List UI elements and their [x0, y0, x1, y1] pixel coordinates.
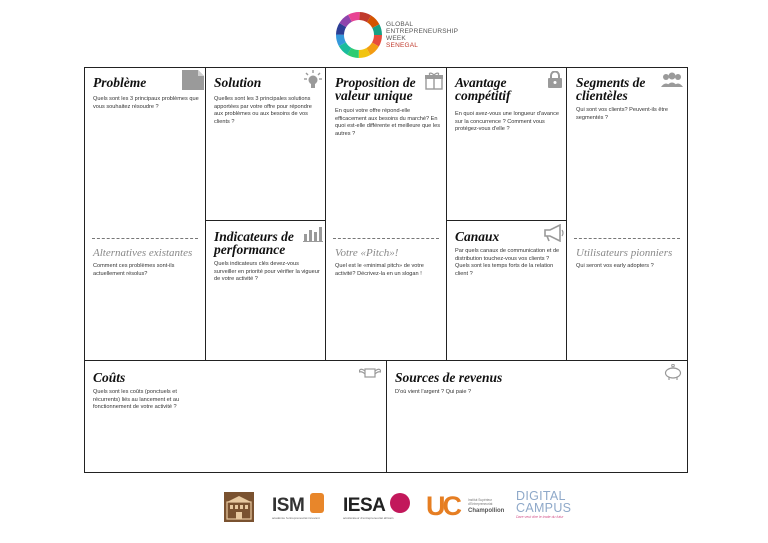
building-icon	[224, 492, 254, 522]
uc-logo-caption-line: d'Entrepreneuriat	[468, 502, 493, 506]
pitch-title: Votre «Pitch»!	[335, 247, 399, 259]
revenus-desc: D'où vient l'argent ? Qui paie ?	[395, 389, 472, 395]
canaux-desc: Par quels canaux de communication et de distribution touchez-vous vos clients ? Quels sont les temps forts de la relation client ?	[455, 248, 560, 277]
solution-title: Solution	[214, 75, 262, 90]
avantage-title-line: Avantage	[455, 75, 507, 90]
piggy-bank-icon	[663, 364, 683, 380]
money-wings-icon	[359, 366, 381, 380]
gew-logo-country: SENEGAL	[386, 42, 419, 49]
uc-logo-caption-line: Institut Supérieur	[468, 498, 493, 502]
lightbulb-icon	[304, 70, 322, 90]
avantage-title	[455, 76, 510, 102]
divider	[386, 360, 387, 473]
digital-campus-tagline: Dare veut dire le trade du futur	[516, 515, 564, 519]
divider	[446, 67, 447, 360]
ism-logo-subtitle: académie l'entrepreneuriat innovant	[272, 516, 320, 520]
ism-logo-mark	[310, 493, 324, 513]
pitch-desc: Quel est le «minimal pitch» de votre activité? Décrivez-la en un slogan !	[335, 263, 424, 277]
ism-logo	[272, 491, 328, 523]
probleme-title: Problème	[93, 75, 147, 90]
divider	[325, 67, 326, 360]
uc-logo-name: Champollion	[468, 508, 505, 514]
indicateurs-title-line: Indicateurs de	[214, 229, 294, 244]
divider	[205, 220, 326, 221]
gew-logo-line: ENTREPRENEURSHIP	[386, 28, 459, 35]
digital-campus-logo	[516, 490, 582, 524]
segments-desc: Qui sont vos clients? Peuvent-ils être segmentés ?	[576, 107, 669, 121]
gew-color-ring-icon	[334, 10, 384, 60]
uc-champollion-logo	[426, 490, 506, 524]
iesa-logo-mark	[390, 493, 410, 513]
dashed-separator	[333, 238, 439, 239]
couts-title: Coûts	[93, 370, 126, 385]
gift-icon	[425, 72, 443, 90]
proposition-title-line: valeur unique	[335, 88, 413, 103]
proposition-title	[335, 76, 416, 102]
uc-logo-caption	[468, 498, 492, 506]
indicateurs-title-line: performance	[214, 242, 286, 257]
school-building-logo	[224, 492, 254, 522]
canaux-title: Canaux	[455, 229, 500, 244]
indicateurs-desc: Quels indicateurs clés devez-vous surveiller en priorité pour vérifier la vigueur de votre activité ?	[214, 261, 320, 283]
megaphone-icon	[544, 224, 564, 242]
iesa-logo	[343, 491, 413, 523]
ism-logo-text: ISM	[272, 495, 305, 516]
digital-campus-line: CAMPUS	[516, 501, 572, 515]
segments-title-line: clientèles	[576, 88, 628, 103]
early-adopters-desc: Qui seront vos early adopters ?	[576, 263, 654, 269]
uc-logo-text: UC	[426, 491, 459, 521]
gew-logo-line: WEEK	[386, 35, 406, 42]
segments-title	[576, 76, 645, 102]
couts-desc: Quels sont les coûts (ponctuels et récurrents) liés au lancement et au fonctionnement de votre activité ?	[93, 389, 180, 411]
dashed-separator	[92, 238, 198, 239]
users-icon	[661, 72, 683, 88]
probleme-desc: Quels sont les 3 principaux problèmes que vous souhaitez résoudre ?	[93, 96, 199, 110]
alternatives-desc: Comment ces problèmes sont-ils actuellement résolus?	[93, 263, 175, 277]
gew-logo	[334, 10, 459, 62]
proposition-title-line: Proposition de	[335, 75, 416, 90]
dashed-separator	[574, 238, 680, 239]
avantage-desc: En quoi avez-vous une longueur d'avance sur la concurrence ? Comment vous protégez-vous d'elle ?	[455, 111, 560, 133]
digital-campus-line: DIGITAL	[516, 489, 566, 503]
divider	[446, 220, 567, 221]
document-icon	[182, 70, 204, 90]
gew-logo-text	[386, 21, 458, 49]
bar-chart-icon	[303, 226, 323, 242]
avantage-title-line: compétitif	[455, 88, 511, 103]
gew-logo-line: GLOBAL	[386, 21, 414, 28]
alternatives-title: Alternatives existantes	[93, 247, 193, 259]
segments-title-line: Segments de	[576, 75, 646, 90]
lock-icon	[548, 71, 562, 88]
iesa-logo-text: IESA	[343, 495, 386, 516]
proposition-desc: En quoi votre offre répond-elle efficacement aux besoins du marché? En quoi est-elle différente et meilleure que les autres ?	[335, 108, 440, 137]
divider	[205, 67, 206, 360]
revenus-title: Sources de revenus	[395, 370, 503, 385]
divider	[566, 67, 567, 360]
early-adopters-title: Utilisateurs pionniers	[576, 247, 673, 259]
indicateurs-title	[214, 230, 294, 256]
solution-desc: Quelles sont les 3 principales solutions apportées par votre offre pour répondre aux problèmes ou aux besoins de vos clients ?	[214, 96, 312, 125]
iesa-logo-subtitle: accélérateur d'entrepreneuriat africain	[343, 516, 394, 520]
